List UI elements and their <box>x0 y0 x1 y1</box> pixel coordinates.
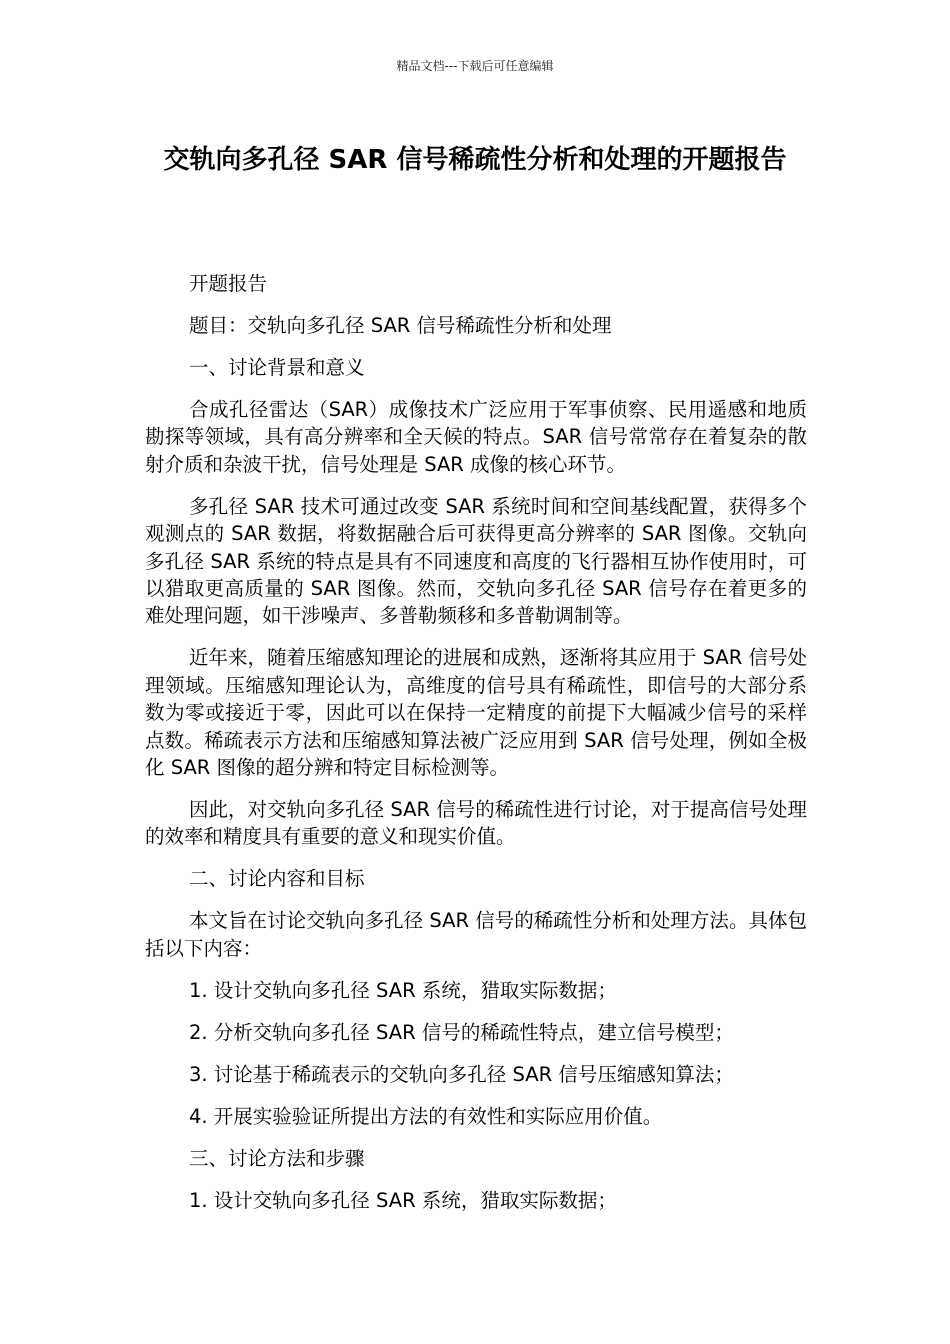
document-body <box>145 270 807 1229</box>
list-item: 3. 讨论基于稀疏表示的交轨向多孔径 SAR 信号压缩感知算法； <box>189 1062 734 1086</box>
list-item: 2. 分析交轨向多孔径 SAR 信号的稀疏性特点，建立信号模型； <box>189 1020 734 1044</box>
list-item: 1. 设计交轨向多孔径 SAR 系统，猎取实际数据； <box>189 978 617 1002</box>
paragraph: 因此，对交轨向多孔径 SAR 信号的稀疏性进行讨论，对于提高信号处理的效率和精度具有重要的意义和现实价值。 <box>145 798 807 849</box>
header-note: 精品文档---下载后可任意编辑 <box>396 59 554 73</box>
paragraph: 本文旨在讨论交轨向多孔径 SAR 信号的稀疏性分析和处理方法。具体包括以下内容： <box>145 909 807 960</box>
section-heading-method: 三、讨论方法和步骤 <box>189 1146 365 1170</box>
list-item: 4. 开展实验验证所提出方法的有效性和实际应用价值。 <box>189 1104 663 1128</box>
paragraph: 近年来，随着压缩感知理论的进展和成熟，逐渐将其应用于 SAR 信号处理领域。压缩感知理论认为，高维度的信号具有稀疏性，即信号的大部分系数为零或接近于零，因此可以在保持一定精度的前提下大幅减少信号的采样点数。稀疏表示方法和压缩感知算法被广泛应用到 SAR 信号处理，例如全极化 SAR 图像的超分辨和特定目标检测等。 <box>145 646 807 780</box>
document-title: 交轨向多孔径 SAR 信号稀疏性分析和处理的开题报告 <box>163 145 787 175</box>
paragraph: 多孔径 SAR 技术可通过改变 SAR 系统时间和空间基线配置，获得多个观测点的 SAR 数据，将数据融合后可获得更高分辨率的 SAR 图像。交轨向多孔径 SAR 系统的特点是具有不同速度和高度的飞行器相互协作使用时，可以猎取更高质量的 SAR 图像。然而，交轨向多孔径 SAR 信号存在着更多的难处理问题，如干涉噪声、多普勒频移和多普勒调制等。 <box>145 494 807 628</box>
section-heading-background: 一、讨论背景和意义 <box>189 356 365 379</box>
topic-line: 题目：交轨向多孔径 SAR 信号稀疏性分析和处理 <box>189 314 612 337</box>
list-item: 1. 设计交轨向多孔径 SAR 系统，猎取实际数据； <box>189 1188 617 1212</box>
section-heading-content: 二、讨论内容和目标 <box>189 867 365 891</box>
report-label: 开题报告 <box>189 272 268 295</box>
paragraph: 合成孔径雷达（SAR）成像技术广泛应用于军事侦察、民用遥感和地质勘探等领域，具有高分辨率和全天候的特点。SAR 信号常常存在着复杂的散射介质和杂波干扰，信号处理是 SAR 成像的核心环节。 <box>145 398 807 476</box>
